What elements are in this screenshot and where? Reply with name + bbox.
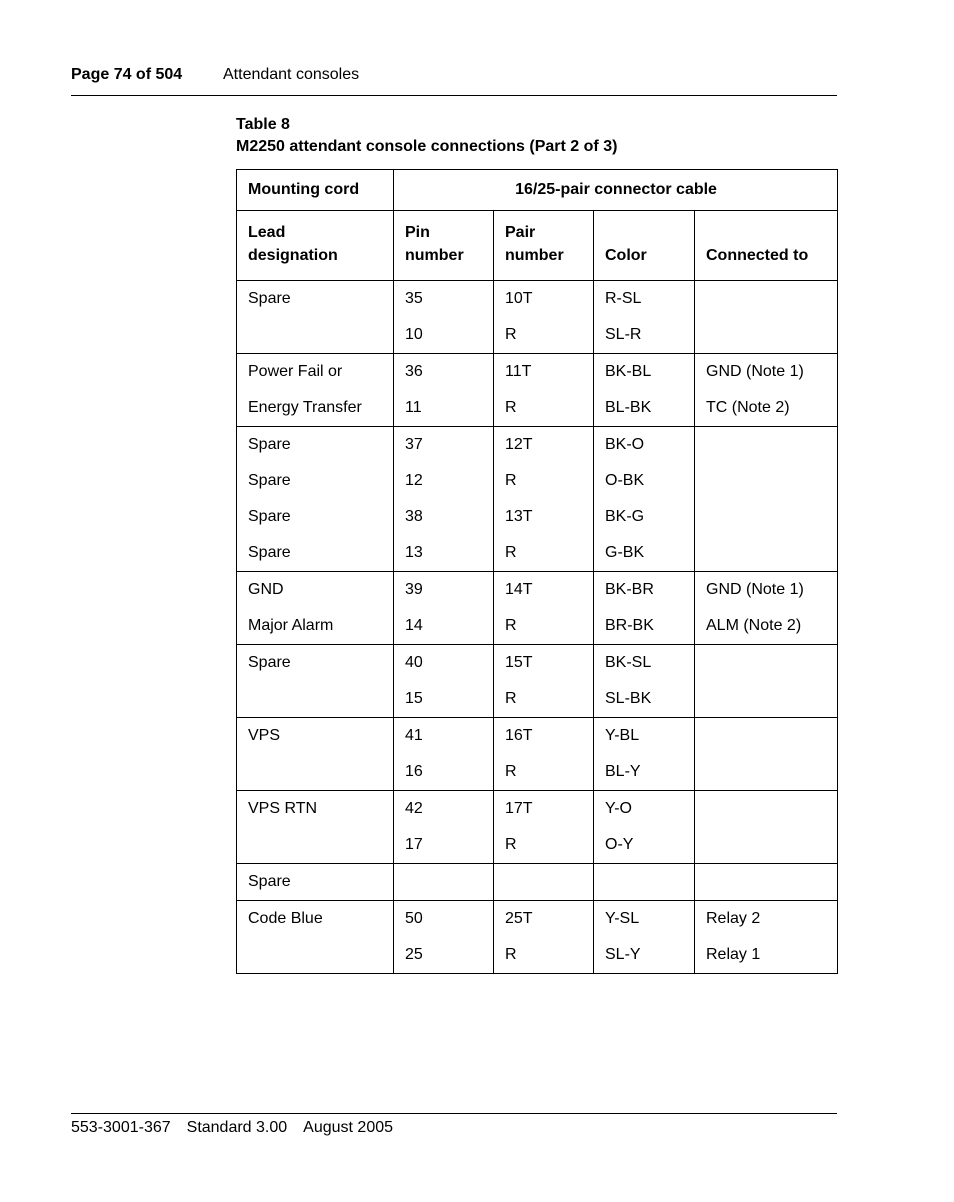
header-rule [71, 95, 837, 96]
cell-line: Spare [248, 472, 291, 489]
column-header-line: Connected to [706, 247, 809, 264]
cell-line: R [505, 326, 517, 343]
cell-lead-designation [237, 864, 394, 901]
cell-line [706, 499, 827, 535]
cell-line: R [505, 836, 517, 853]
cell-pin-number [394, 901, 494, 974]
cell-line [706, 827, 827, 863]
cell-line: 39 [405, 581, 423, 598]
column-header-line: number [505, 247, 564, 264]
cell-line: G-BK [605, 544, 645, 561]
cell-line: Spare [248, 508, 291, 525]
cell-line: 16 [405, 763, 423, 780]
cell-pair-number [494, 791, 594, 864]
cell-line: 12 [405, 472, 423, 489]
group-header-mounting-cord: Mounting cord [237, 170, 394, 211]
cell-line: Power Fail or [248, 363, 343, 380]
cell-line: 25 [405, 946, 423, 963]
cell-line: BL-BK [605, 399, 652, 416]
column-header-connected-to [695, 211, 838, 281]
table-caption [236, 114, 617, 158]
cell-line [706, 427, 827, 463]
cell-pin-number [394, 645, 494, 718]
cell-pair-number [494, 901, 594, 974]
cell-line: BK-SL [605, 654, 652, 671]
cell-line: 15T [505, 654, 533, 671]
cell-pin-number [394, 791, 494, 864]
cell-line: Spare [248, 544, 291, 561]
cell-line [248, 681, 383, 717]
cell-pair-number [494, 354, 594, 427]
cell-line [248, 754, 383, 790]
connections-table [236, 169, 838, 974]
cell-line [706, 535, 827, 571]
cell-line: R [505, 617, 517, 634]
cell-line: SL-BK [605, 690, 652, 707]
cell-pair-number [494, 718, 594, 791]
cell-line: 17T [505, 800, 533, 817]
cell-line: BL-Y [605, 763, 641, 780]
cell-pin-number [394, 354, 494, 427]
cell-color [594, 354, 695, 427]
table-label: Table 8 [236, 116, 290, 133]
standard-version: Standard 3.00 [186, 1119, 288, 1136]
column-header-line: Color [605, 247, 647, 264]
table-row [237, 427, 838, 572]
cell-pin-number [394, 718, 494, 791]
cell-line: 11 [405, 399, 422, 416]
cell-line: SL-R [605, 326, 642, 343]
cell-lead-designation [237, 901, 394, 974]
cell-line: 40 [405, 654, 423, 671]
cell-line: R-SL [605, 290, 642, 307]
cell-connected-to [695, 645, 838, 718]
cell-line: 13T [505, 508, 533, 525]
page-footer [71, 1119, 409, 1137]
page-header [71, 66, 359, 84]
cell-pair-number [494, 572, 594, 645]
cell-line: R [505, 399, 517, 416]
cell-connected-to [695, 791, 838, 864]
cell-line: Spare [248, 290, 291, 307]
cell-connected-to [695, 864, 838, 901]
cell-connected-to [695, 427, 838, 572]
cell-line [706, 864, 827, 900]
cell-line: Spare [248, 654, 291, 671]
publish-date: August 2005 [303, 1119, 394, 1136]
cell-line: R [505, 763, 517, 780]
column-header-pair-number [494, 211, 594, 281]
cell-pair-number [494, 864, 594, 901]
cell-line: BK-G [605, 508, 645, 525]
cell-line: BR-BK [605, 617, 654, 634]
cell-connected-to [695, 572, 838, 645]
cell-pin-number [394, 864, 494, 901]
cell-line: 10 [405, 326, 423, 343]
cell-lead-designation [237, 645, 394, 718]
cell-line: Relay 2 [706, 910, 761, 927]
cell-line: R [505, 690, 517, 707]
table-row [237, 718, 838, 791]
cell-color [594, 791, 695, 864]
cell-line: Energy Transfer [248, 399, 362, 416]
cell-line: 15 [405, 690, 423, 707]
cell-pair-number [494, 645, 594, 718]
column-header-pin-number [394, 211, 494, 281]
group-header-row [237, 170, 838, 211]
cell-pair-number [494, 281, 594, 354]
cell-line: 14T [505, 581, 533, 598]
column-header-line: designation [248, 247, 338, 264]
column-header-row [237, 211, 838, 281]
cell-pin-number [394, 427, 494, 572]
cell-line [706, 791, 827, 827]
cell-line: 36 [405, 363, 423, 380]
cell-line: 11T [505, 363, 532, 380]
cell-line: 10T [505, 290, 533, 307]
cell-line: BK-BR [605, 581, 654, 598]
cell-line: SL-Y [605, 946, 641, 963]
cell-color [594, 718, 695, 791]
cell-line: BK-BL [605, 363, 652, 380]
column-header-lead-designation [237, 211, 394, 281]
cell-line [706, 754, 827, 790]
cell-line: 37 [405, 436, 423, 453]
cell-lead-designation [237, 427, 394, 572]
column-header-line: number [405, 247, 464, 264]
cell-line: Y-O [605, 800, 632, 817]
table-title: M2250 attendant console connections (Part 2 of 3) [236, 138, 618, 155]
cell-line: 14 [405, 617, 423, 634]
cell-line: Y-BL [605, 727, 640, 744]
table-body [237, 281, 838, 974]
cell-lead-designation [237, 572, 394, 645]
cell-line: 41 [405, 727, 423, 744]
table-row [237, 901, 838, 974]
cell-color [594, 645, 695, 718]
cell-line [706, 317, 827, 353]
table-row [237, 281, 838, 354]
cell-line: R [505, 544, 517, 561]
cell-line: Major Alarm [248, 617, 334, 634]
cell-line [706, 281, 827, 317]
cell-line: 50 [405, 910, 423, 927]
cell-line: Code Blue [248, 910, 323, 927]
cell-color [594, 901, 695, 974]
cell-line: 17 [405, 836, 423, 853]
cell-connected-to [695, 901, 838, 974]
cell-line: O-Y [605, 836, 634, 853]
table-row [237, 572, 838, 645]
cell-pair-number [494, 427, 594, 572]
cell-line [248, 937, 383, 973]
column-header-line: Pair [505, 224, 536, 241]
table-row [237, 354, 838, 427]
cell-line [706, 718, 827, 754]
cell-line: Y-SL [605, 910, 640, 927]
cell-color [594, 864, 695, 901]
cell-line: 25T [505, 910, 533, 927]
cell-line: R [505, 472, 517, 489]
cell-lead-designation [237, 281, 394, 354]
table-row [237, 864, 838, 901]
cell-line: R [505, 946, 517, 963]
cell-lead-designation [237, 354, 394, 427]
cell-line: GND (Note 1) [706, 363, 804, 380]
cell-line [248, 827, 383, 863]
cell-line [706, 645, 827, 681]
cell-line: 13 [405, 544, 423, 561]
cell-color [594, 281, 695, 354]
cell-line: GND [248, 581, 284, 598]
cell-connected-to [695, 718, 838, 791]
cell-lead-designation [237, 791, 394, 864]
cell-line: 16T [505, 727, 533, 744]
section-title: Attendant consoles [223, 66, 360, 83]
cell-pin-number [394, 572, 494, 645]
cell-color [594, 572, 695, 645]
cell-color [594, 427, 695, 572]
cell-connected-to [695, 281, 838, 354]
column-header-line: Pin [405, 224, 430, 241]
group-header-connector-cable: 16/25-pair connector cable [394, 170, 838, 211]
cell-line: 12T [505, 436, 533, 453]
page-number: Page 74 of 504 [71, 66, 183, 83]
cell-line: ALM (Note 2) [706, 617, 802, 634]
column-header-color [594, 211, 695, 281]
cell-line: 42 [405, 800, 423, 817]
cell-line: O-BK [605, 472, 645, 489]
cell-line [706, 463, 827, 499]
cell-line: TC (Note 2) [706, 399, 790, 416]
cell-line: 38 [405, 508, 423, 525]
cell-line [248, 317, 383, 353]
cell-line: 35 [405, 290, 423, 307]
cell-connected-to [695, 354, 838, 427]
cell-lead-designation [237, 718, 394, 791]
cell-line: Spare [248, 436, 291, 453]
cell-line [706, 681, 827, 717]
footer-rule [71, 1113, 837, 1114]
column-header-line: Lead [248, 224, 286, 241]
table-row [237, 791, 838, 864]
cell-line: BK-O [605, 436, 645, 453]
cell-line [605, 864, 684, 900]
cell-line: VPS [248, 727, 281, 744]
cell-line: GND (Note 1) [706, 581, 804, 598]
doc-number: 553-3001-367 [71, 1119, 171, 1136]
table-row [237, 645, 838, 718]
cell-line: Relay 1 [706, 946, 761, 963]
cell-line: VPS RTN [248, 800, 318, 817]
cell-line: Spare [248, 873, 291, 890]
cell-pin-number [394, 281, 494, 354]
cell-line [405, 864, 483, 900]
cell-line [505, 864, 583, 900]
